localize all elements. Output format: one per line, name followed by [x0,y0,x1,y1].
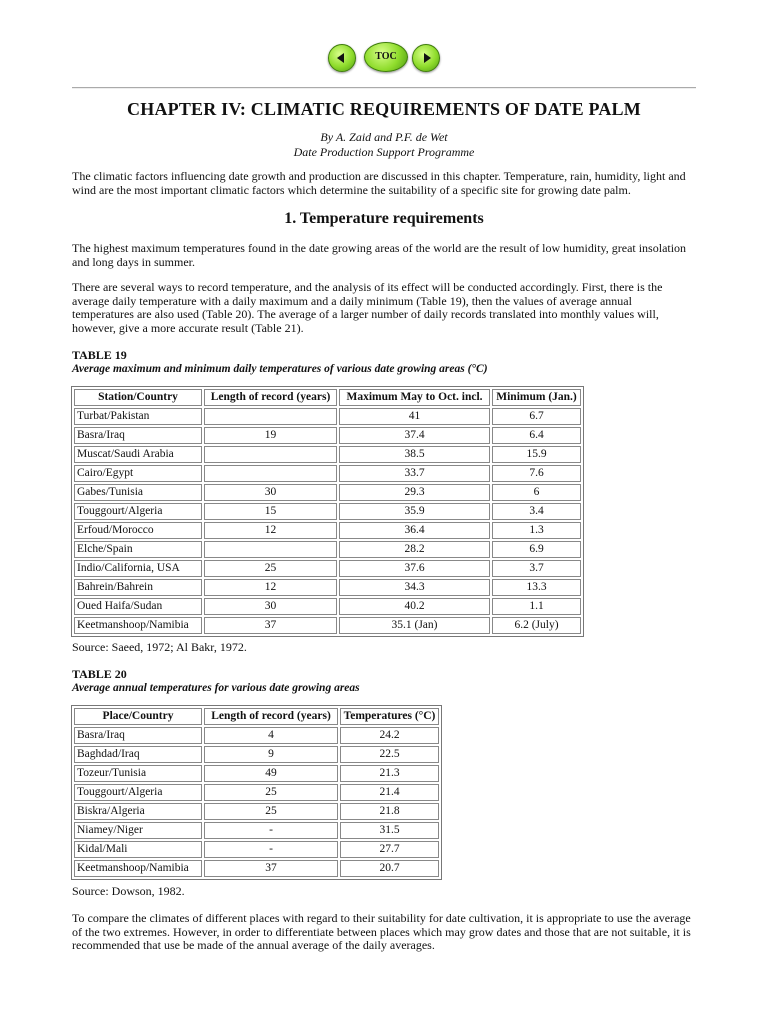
table-20-label: TABLE 20 [72,667,127,681]
table-row [74,579,581,596]
table-row [74,784,439,801]
table-cell: 24.2 [340,727,439,744]
table-cell: 37.6 [339,560,490,577]
column-header: Maximum May to Oct. incl. [339,389,490,406]
table-cell: 6.2 (July) [492,617,581,634]
table-row [74,446,581,463]
table-cell: Biskra/Algeria [74,803,202,820]
column-header: Minimum (Jan.) [492,389,581,406]
paragraph-1: The highest maximum temperatures found in the date growing areas of the world are the result of low humidity, great insolation and long days in summer. [72,241,687,269]
table-cell: Baghdad/Iraq [74,746,202,763]
table-row [74,617,581,634]
table-cell: 34.3 [339,579,490,596]
table-cell: 13.3 [492,579,581,596]
byline [72,130,696,160]
table-cell: 19 [204,427,337,444]
table-row [74,860,439,877]
table-row [74,803,439,820]
table-row [74,541,581,558]
table-cell: Bahrein/Bahrein [74,579,202,596]
table-cell: 6.9 [492,541,581,558]
table-cell: 35.1 (Jan) [339,617,490,634]
table-cell: 22.5 [340,746,439,763]
column-header: Station/Country [74,389,202,406]
table-cell: 31.5 [340,822,439,839]
table-cell: 1.1 [492,598,581,615]
table-cell: Turbat/Pakistan [74,408,202,425]
table-row [74,427,581,444]
authors: By A. Zaid and P.F. de Wet [320,130,448,144]
table-cell: Basra/Iraq [74,727,202,744]
table-cell: 3.7 [492,560,581,577]
table-cell: 29.3 [339,484,490,501]
table-cell: 30 [204,484,337,501]
table-cell: Cairo/Egypt [74,465,202,482]
table-header-row [74,389,581,406]
table-cell: Basra/Iraq [74,427,202,444]
table-cell: 3.4 [492,503,581,520]
column-header: Length of record (years) [204,708,338,725]
table-cell: Tozeur/Tunisia [74,765,202,782]
table-cell: 35.9 [339,503,490,520]
table-row [74,727,439,744]
horizontal-divider [72,87,696,89]
table-cell: 37 [204,860,338,877]
table-row [74,822,439,839]
table-cell: 25 [204,560,337,577]
column-header: Length of record (years) [204,389,337,406]
table-cell: 38.5 [339,446,490,463]
table-row [74,408,581,425]
table-cell: Keetmanshoop/Namibia [74,617,202,634]
arrow-right-icon [424,53,431,63]
programme-name: Date Production Support Programme [293,145,475,159]
table-row [74,746,439,763]
section-title: 1. Temperature requirements [284,210,484,227]
table-20 [71,705,442,880]
table-cell: 20.7 [340,860,439,877]
table-19-caption: Average maximum and minimum daily temperatures of various date growing areas (°C) [72,363,488,375]
table-cell: 7.6 [492,465,581,482]
paragraph-2: There are several ways to record temperature, and the analysis of its effect will be conducted accordingly. First, there is the average daily temperature with a daily maximum and a daily minimum (Table 19), then the values of average annual temperatures are also used (Table 20). The average of a larger number of daily records translated into monthly values will, however, give a more accurate result (Table 21). [72,280,663,335]
table-cell: 15.9 [492,446,581,463]
table-row [74,560,581,577]
table-cell: 21.8 [340,803,439,820]
table-cell: 37.4 [339,427,490,444]
table-cell: 12 [204,522,337,539]
table-cell: 9 [204,746,338,763]
table-cell: 15 [204,503,337,520]
table-cell: Keetmanshoop/Namibia [74,860,202,877]
previous-page-button[interactable] [328,44,356,72]
table-19-label: TABLE 19 [72,348,127,362]
table-row [74,765,439,782]
table-cell: 30 [204,598,337,615]
table-cell: 40.2 [339,598,490,615]
table-row [74,598,581,615]
column-header: Place/Country [74,708,202,725]
intro-paragraph: The climatic factors influencing date growth and production are discussed in this chapter. Temperature, rain, humidity, light and wind are the most important climatic factors which determine the suitability of a specific site for growing date palm. [72,169,686,197]
table-cell: 21.3 [340,765,439,782]
table-cell: - [204,822,338,839]
table-cell: 6 [492,484,581,501]
chapter-title: CHAPTER IV: CLIMATIC REQUIREMENTS OF DATE PALM [127,99,641,119]
table-20-source: Source: Dowson, 1982. [72,884,185,898]
table-cell: Niamey/Niger [74,822,202,839]
table-cell: 21.4 [340,784,439,801]
table-cell: 4 [204,727,338,744]
arrow-left-icon [337,53,344,63]
table-cell: - [204,841,338,858]
table-row [74,841,439,858]
table-cell: 37 [204,617,337,634]
table-cell: 25 [204,803,338,820]
table-cell: 49 [204,765,338,782]
table-cell: Elche/Spain [74,541,202,558]
table-19-source: Source: Saeed, 1972; Al Bakr, 1972. [72,640,247,654]
table-cell: 6.7 [492,408,581,425]
table-19 [71,386,584,637]
navigation-bar [0,40,768,74]
table-cell [204,408,337,425]
table-cell: Gabes/Tunisia [74,484,202,501]
table-cell: Erfoud/Morocco [74,522,202,539]
table-cell: 27.7 [340,841,439,858]
table-cell: Muscat/Saudi Arabia [74,446,202,463]
table-cell [204,541,337,558]
table-row [74,522,581,539]
table-cell: Indio/California, USA [74,560,202,577]
paragraph-3: To compare the climates of different places with regard to their suitability for date cultivation, it is appropriate to use the average of the two extremes. However, in order to differentiate between places which may grow dates and those that are not suitable, it is recommended that use be made of the annual average of the daily averages. [72,911,691,952]
table-cell [204,465,337,482]
table-row [74,503,581,520]
table-cell: 28.2 [339,541,490,558]
table-cell: 41 [339,408,490,425]
table-row [74,484,581,501]
next-page-button[interactable] [412,44,440,72]
table-cell: 33.7 [339,465,490,482]
table-header-row [74,708,439,725]
table-cell: Kidal/Mali [74,841,202,858]
table-20-caption: Average annual temperatures for various date growing areas [72,682,360,694]
table-cell [204,446,337,463]
table-cell: Touggourt/Algeria [74,503,202,520]
column-header: Temperatures (°C) [340,708,439,725]
table-cell: Touggourt/Algeria [74,784,202,801]
table-cell: 12 [204,579,337,596]
table-cell: 1.3 [492,522,581,539]
table-cell: Oued Haifa/Sudan [74,598,202,615]
table-cell: 6.4 [492,427,581,444]
table-row [74,465,581,482]
table-cell: 36.4 [339,522,490,539]
table-of-contents-button[interactable]: TOC [364,42,408,72]
table-cell: 25 [204,784,338,801]
